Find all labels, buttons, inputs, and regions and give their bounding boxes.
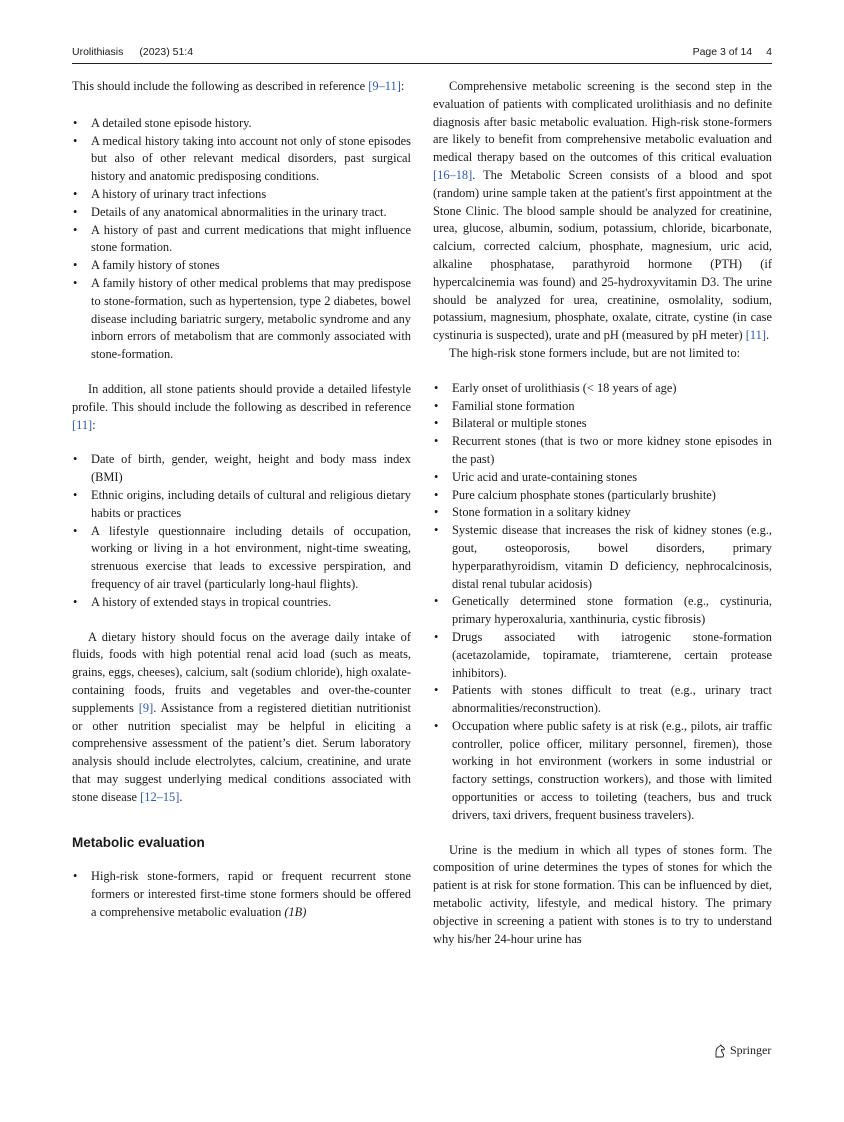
- right-column: [433, 78, 772, 948]
- publisher-name: Springer: [730, 1043, 772, 1057]
- list-item: • Patients with stones difficult to treat (e.g., urinary tract abnormalities/reconstruction).: [433, 682, 772, 718]
- high-risk-intro-paragraph: The high-risk stone formers include, but are not limited to:: [449, 345, 741, 360]
- list-item: • Stone formation in a solitary kidney: [433, 504, 772, 522]
- list-item: • Systemic disease that increases the risk of kidney stones (e.g., gout, osteoporosis, bowel disorders, primary hyperparathyroidism, vitamin D deficiency, nephrocalcinosis, distal renal tubular acidosis): [433, 522, 772, 593]
- metabolic-list: [72, 868, 411, 921]
- list-item: • Ethnic origins, including details of cultural and religious dietary habits or practices: [72, 487, 411, 523]
- reference-link[interactable]: [9–11]: [368, 79, 401, 93]
- reference-link[interactable]: [9]: [138, 700, 154, 715]
- list-item: • Drugs associated with iatrogenic stone-formation (acetazolamide, topiramate, triamterene, certain protease inhibitors).: [433, 629, 772, 682]
- evidence-grade: (1B): [284, 905, 307, 920]
- list-item: • A history of past and current medications that might influence stone formation.: [72, 222, 411, 258]
- reference-link[interactable]: [11]: [745, 328, 766, 343]
- history-list: [72, 115, 411, 364]
- page-of-total: Page 3 of 14: [692, 46, 753, 58]
- header-right: [693, 46, 772, 58]
- journal-name: Urolithiasis: [72, 46, 124, 58]
- lifestyle-list: [72, 451, 411, 611]
- list-item: • Bilateral or multiple stones: [433, 415, 772, 433]
- list-item: • Recurrent stones (that is two or more kidney stone episodes in the past): [433, 433, 772, 469]
- list-item: • Details of any anatomical abnormalities in the urinary tract.: [72, 204, 411, 222]
- publisher-footer: [714, 1043, 771, 1058]
- list-item: • A history of extended stays in tropical countries.: [72, 594, 411, 612]
- list-item: • Early onset of urolithiasis (< 18 years of age): [433, 380, 772, 398]
- list-item: • A family history of stones: [72, 257, 411, 275]
- list-item: • A detailed stone episode history.: [72, 115, 411, 133]
- list-item: • Date of birth, gender, weight, height and body mass index (BMI): [72, 451, 411, 487]
- metabolic-screening-paragraph: Comprehensive metabolic screening is the second step in the evaluation of patients with complicated urolithiasis and no definite diagnosis after basic metabolic evaluation. High-risk stone-formers are likely to benefit from comprehensive metabolic evaluation and medical therapy based on the outcomes of this critical evaluation [16–18]. The Metabolic Screen consists of a blood and spot (random) urine sample taken at the patient's first appointment at the Stone Clinic. The blood sample should be analyzed for creatinine, urea, glucose, albumin, sodium, potassium, chloride, bicarbonate, calcium, corrected calcium, phosphate, magnesium, uric acid, alkaline phosphatase, parathyroid hormone (PTH) (if hypercalcinemia was found) and 25-hydroxyvitamin D3. The urine should be analyzed for urea, creatinine, osmolality, sodium, potassium, magnesium, phosphate, oxalate, citrate, cystine (in case cystinuria is suspected), urate and pH (measured by pH meter) [11].: [433, 79, 772, 343]
- left-column: [72, 78, 411, 922]
- list-item: • A medical history taking into account not only of stone episodes but also of other relevant medical disorders, past surgical history and anatomic predisposing conditions.: [72, 133, 411, 186]
- history-intro-paragraph: This should include the following as described in reference [9–11]:: [72, 79, 405, 93]
- dietary-history-paragraph: A dietary history should focus on the average daily intake of fluids, foods with high potential renal acid load (such as meats, grains, eggs, cheeses), calcium, salt (sodium chloride), high oxalate-containing foods, fruits and vegetables and over-the-counter supplements [9]. Assistance from a registered dietitian nutritionist or other nutrition specialist may be helpful in eliciting a comprehensive assessment of the patient’s diet. Serum laboratory analysis should include electrolytes, calcium, creatinine, and urate that may suggest underlying medical conditions associated with stone disease [12–15].: [72, 629, 411, 804]
- lifestyle-intro-paragraph: In addition, all stone patients should provide a detailed lifestyle profile. This should include the following as described in reference [11]:: [72, 381, 411, 432]
- list-item: • Occupation where public safety is at risk (e.g., pilots, air traffic controller, police officer, military personnel, firemen), those working in hot environment (workers in some industrial or factory settings, construction workers), and those with limited opportunities or access to toileting (teachers, bus and truck drivers, taxi drivers, frequent business travelers).: [433, 718, 772, 825]
- springer-horse-icon: [714, 1044, 726, 1058]
- list-item: • High-risk stone-formers, rapid or frequent recurrent stone formers or interested first-time stone formers should be offered a comprehensive metabolic evaluation (1B): [72, 868, 411, 921]
- list-item: • Uric acid and urate-containing stones: [433, 469, 772, 487]
- list-item: • A family history of other medical problems that may predispose to stone-formation, such as hypertension, type 2 diabetes, bowel disease including bariatric surgery, metabolic syndrome and any inborn errors of metabolism that are commonly associated with stone-formation.: [72, 275, 411, 364]
- list-item: • A lifestyle questionnaire including details of occupation, working or living in a hot environment, night-time sweating, strenuous exercise that leads to excessive perspiration, and frequency of air travel (particularly long-haul flights).: [72, 523, 411, 594]
- high-risk-list: [433, 380, 772, 825]
- reference-link[interactable]: [16–18]: [433, 167, 473, 182]
- running-header: [72, 44, 772, 64]
- list-item: • A history of urinary tract infections: [72, 186, 411, 204]
- list-item: • Genetically determined stone formation (e.g., cystinuria, primary hyperoxaluria, xanthinuria, cystic fibrosis): [433, 593, 772, 629]
- section-heading: Metabolic evaluation: [72, 835, 205, 851]
- page-number: 4: [766, 46, 772, 58]
- reference-link[interactable]: [11]: [72, 417, 93, 432]
- urine-paragraph: Urine is the medium in which all types of stones form. The composition of urine determines the types of stones for which the patient is at risk for stone formation. This can be influenced by diet, metabolic activity, lifestyle, and medical history. The primary objective in screening a patient with stones is to try to understand why his/her 24-hour urine has: [433, 842, 772, 946]
- list-item: • Pure calcium phosphate stones (particularly brushite): [433, 487, 772, 505]
- list-item: • Familial stone formation: [433, 398, 772, 416]
- journal-volume: (2023) 51:4: [139, 46, 194, 58]
- header-left: [72, 46, 193, 58]
- reference-link[interactable]: [12–15]: [140, 789, 180, 804]
